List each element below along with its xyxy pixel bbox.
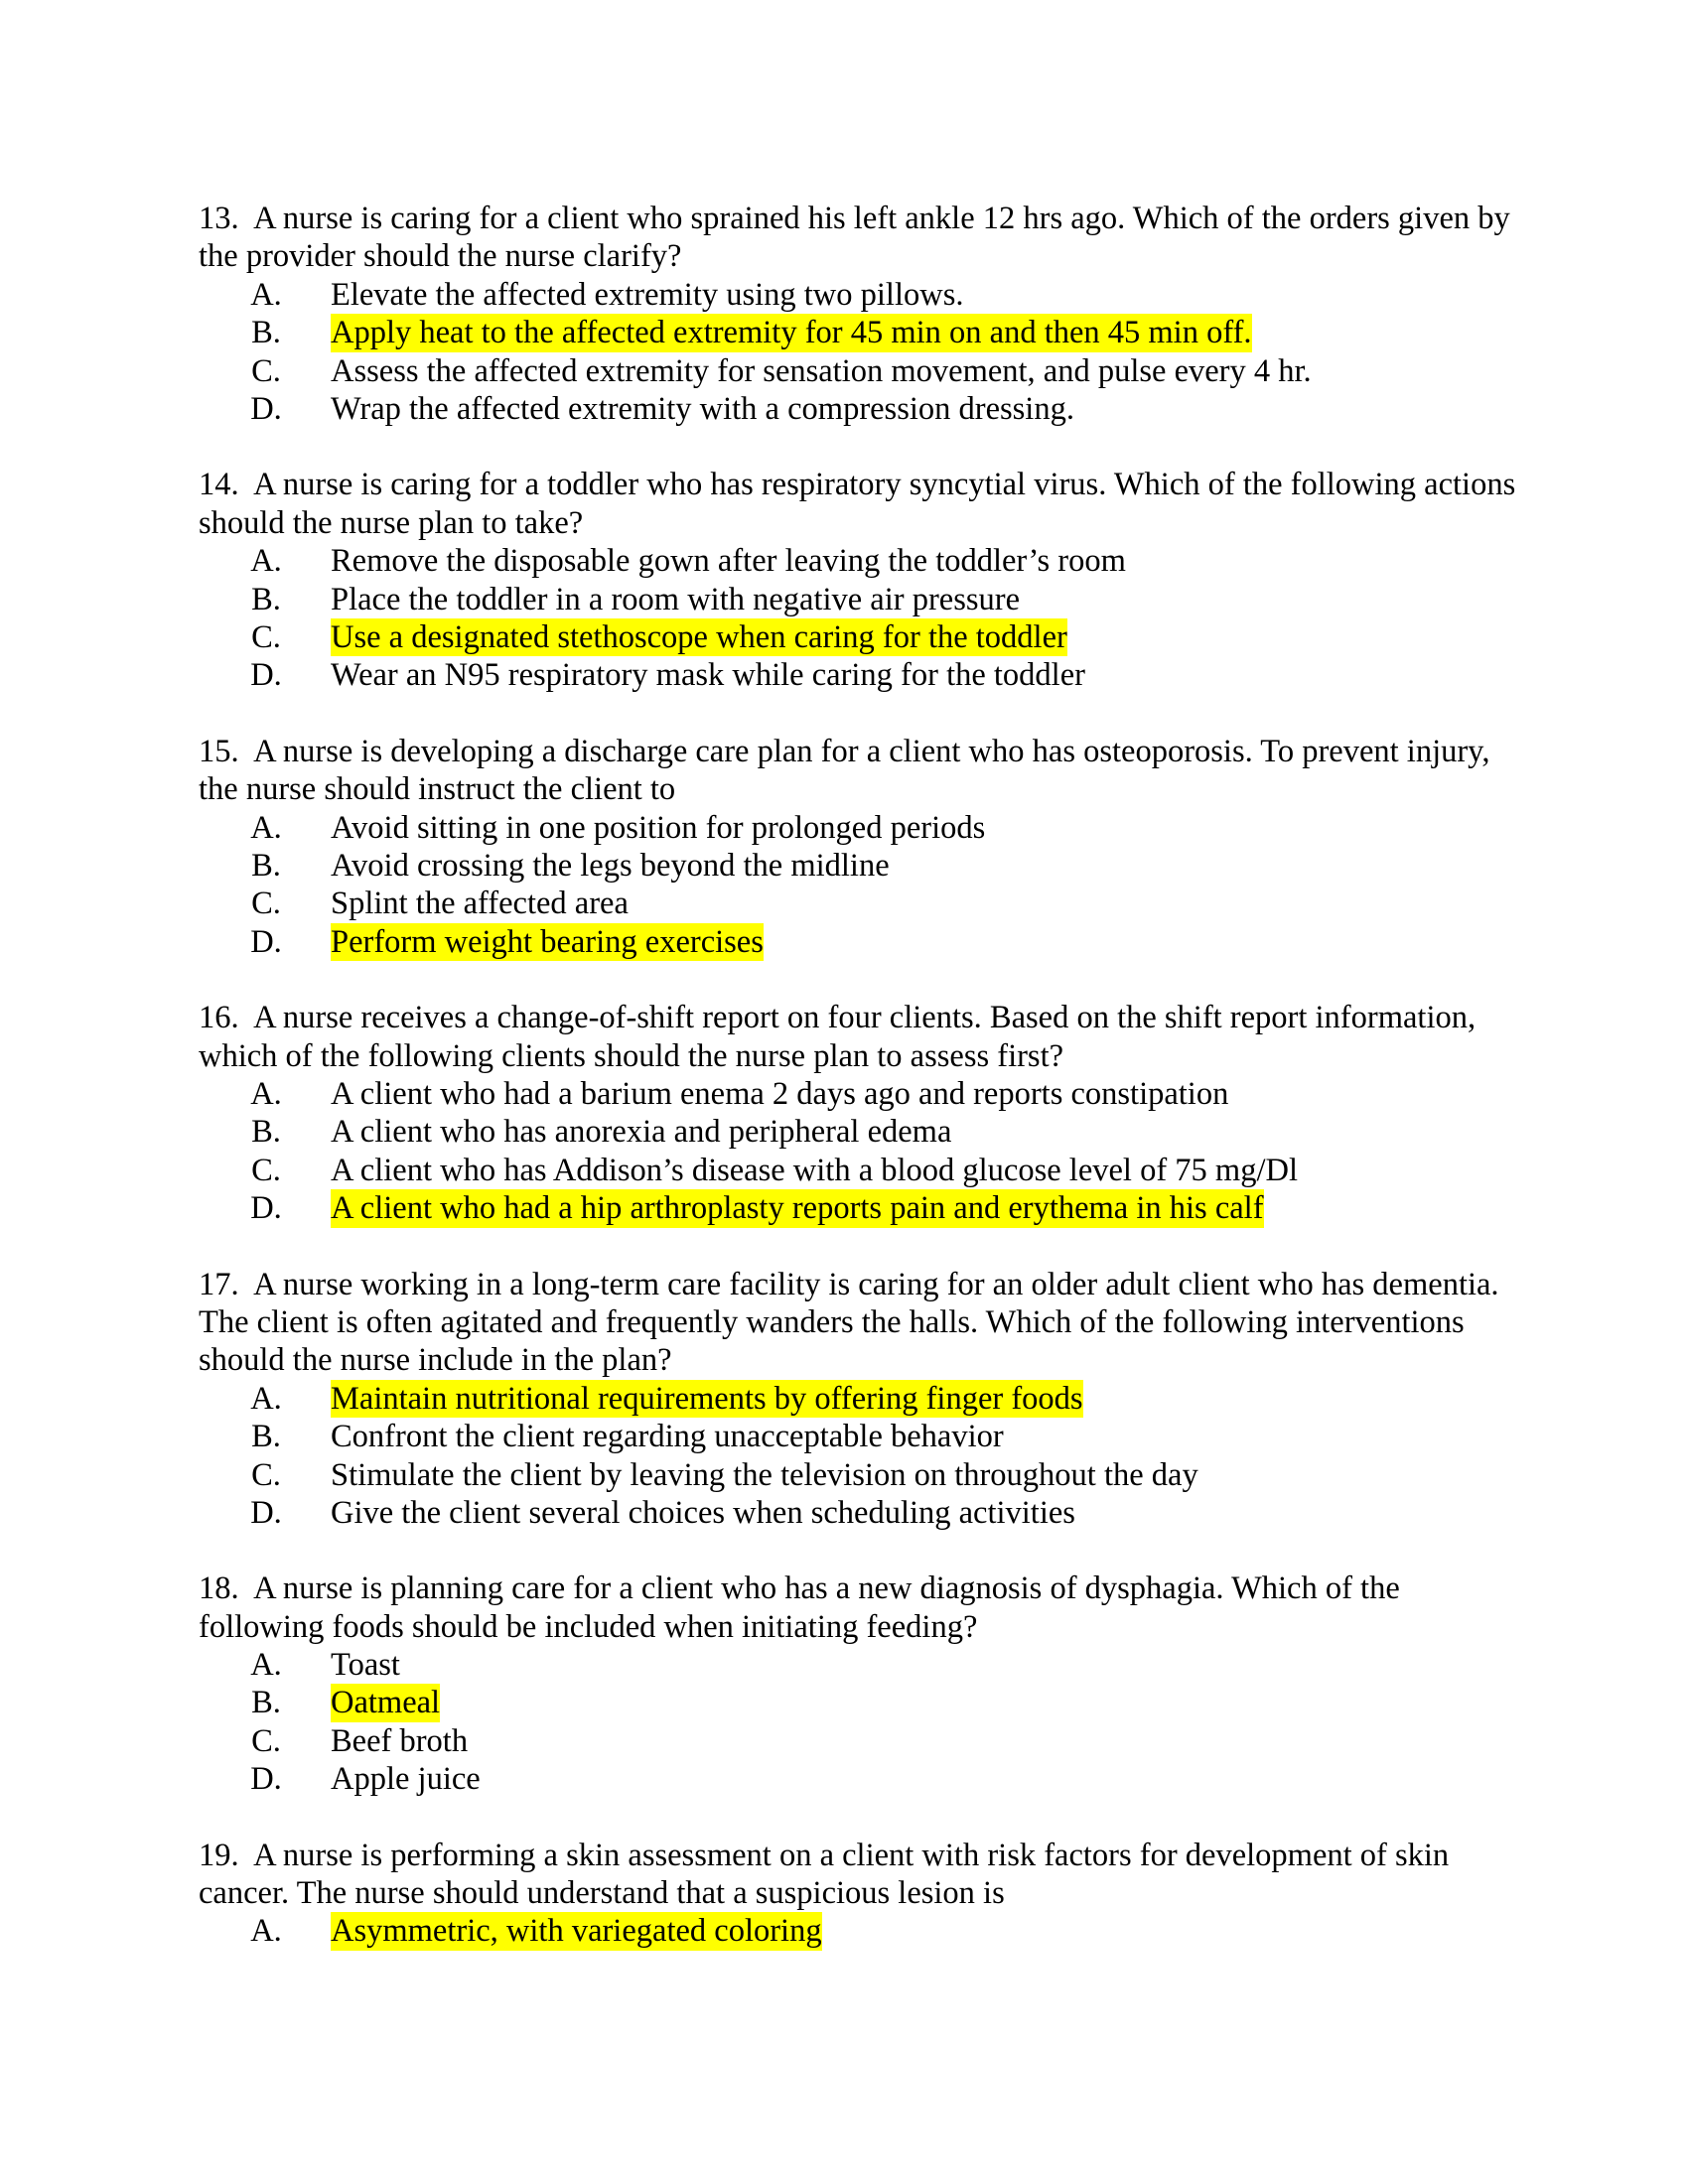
answer-option (199, 1456, 1519, 1494)
highlighted-answer-text: Use a designated stethoscope when caring for the toddler (331, 618, 1067, 655)
answer-option (199, 1760, 1519, 1798)
highlighted-answer-text: Oatmeal (331, 1685, 441, 1721)
option-text: Confront the client regarding unacceptable behavior (331, 1419, 1004, 1455)
highlighted-answer-text: A client who had a hip arthroplasty reports pain and erythema in his calf (331, 1190, 1264, 1227)
answer-option (199, 390, 1519, 428)
question-stem (199, 1266, 1519, 1380)
question-text: A nurse is developing a discharge care plan for a client who has osteoporosis. To prevent injury, the nurse should instruct the client to (199, 733, 1490, 808)
answer-option (199, 1189, 1519, 1227)
option-letter: D. (250, 1494, 282, 1531)
highlighted-answer-text: Maintain nutritional requirements by offering finger foods (331, 1380, 1083, 1417)
option-text: Give the client several choices when scheduling activities (331, 1494, 1075, 1531)
option-letter: C. (251, 1152, 281, 1188)
answer-options (199, 276, 1519, 429)
option-text: A client who has Addison’s disease with a blood glucose level of 75 mg/Dl (331, 1152, 1298, 1188)
answer-option (199, 581, 1519, 618)
answer-option (199, 923, 1519, 961)
question-14 (199, 466, 1519, 694)
option-letter: D. (250, 1761, 282, 1798)
option-letter: D. (250, 1190, 282, 1227)
highlighted-answer-text: Asymmetric, with variegated coloring (331, 1913, 822, 1950)
question-18 (199, 1570, 1519, 1798)
option-letter: B. (251, 315, 281, 351)
question-stem (199, 1570, 1519, 1646)
answer-option (199, 1113, 1519, 1151)
answer-options (199, 1075, 1519, 1228)
question-number: 18. (199, 1570, 239, 1607)
answer-option (199, 618, 1519, 656)
option-letter: A. (250, 1075, 282, 1112)
option-letter: B. (251, 1685, 281, 1721)
option-text: Apple juice (331, 1761, 481, 1798)
option-text: Beef broth (331, 1722, 469, 1759)
answer-option (199, 314, 1519, 351)
answer-option (199, 542, 1519, 580)
option-text: Assess the affected extremity for sensation movement, and pulse every 4 hr. (331, 352, 1312, 389)
option-letter: A. (250, 543, 282, 580)
question-number: 15. (199, 733, 239, 769)
question-text: A nurse is performing a skin assessment on a client with risk factors for development of skin cancer. The nurse should understand that a suspicious lesion is (199, 1837, 1450, 1912)
answer-option (199, 656, 1519, 694)
answer-option (199, 809, 1519, 847)
answer-option (199, 847, 1519, 885)
option-letter: D. (250, 657, 282, 694)
option-text: Avoid crossing the legs beyond the midline (331, 847, 890, 884)
option-letter: D. (250, 923, 282, 960)
answer-option (199, 1075, 1519, 1113)
answer-option (199, 1380, 1519, 1418)
option-letter: B. (251, 581, 281, 617)
answer-option (199, 276, 1519, 314)
option-text: Wear an N95 respiratory mask while caring for the toddler (331, 657, 1085, 694)
question-text: A nurse is planning care for a client who has a new diagnosis of dysphagia. Which of the following foods should be included when initiating feeding? (199, 1570, 1400, 1645)
option-letter: A. (250, 1913, 282, 1950)
answer-option (199, 1646, 1519, 1684)
question-stem (199, 200, 1519, 276)
question-number: 16. (199, 1000, 239, 1036)
answer-option (199, 1152, 1519, 1189)
answer-option (199, 352, 1519, 390)
option-letter: B. (251, 847, 281, 884)
option-text: Splint the affected area (331, 886, 629, 922)
option-letter: B. (251, 1114, 281, 1151)
option-text: Avoid sitting in one position for prolonged periods (331, 809, 986, 846)
question-number: 13. (199, 201, 239, 236)
option-text: Toast (331, 1647, 400, 1684)
question-text: A nurse working in a long-term care facility is caring for an older adult client who has dementia. The client is often agitated and frequently wanders the halls. Which of the following interventions should the nurse include in the plan? (199, 1266, 1499, 1379)
answer-option (199, 885, 1519, 922)
answer-option (199, 1684, 1519, 1721)
document-page (199, 200, 1519, 1988)
highlighted-answer-text: Apply heat to the affected extremity for 45 min on and then 45 min off. (331, 315, 1252, 351)
option-text: A client who had a barium enema 2 days ago and reports constipation (331, 1075, 1229, 1112)
option-text: Place the toddler in a room with negative air pressure (331, 581, 1021, 617)
highlighted-answer-text: Perform weight bearing exercises (331, 923, 764, 960)
option-letter: A. (250, 1647, 282, 1684)
answer-options (199, 809, 1519, 962)
answer-options (199, 1380, 1519, 1533)
answer-option (199, 1912, 1519, 1950)
question-stem (199, 999, 1519, 1075)
answer-options (199, 1646, 1519, 1799)
question-19 (199, 1837, 1519, 1951)
question-text: A nurse is caring for a toddler who has respiratory syncytial virus. Which of the following actions should the nurse plan to take? (199, 467, 1516, 541)
option-text: Elevate the affected extremity using two pillows. (331, 276, 964, 313)
option-letter: C. (251, 618, 281, 655)
question-stem (199, 733, 1519, 809)
answer-options (199, 542, 1519, 695)
question-text: A nurse receives a change-of-shift report on four clients. Based on the shift report information, which of the following clients should the nurse plan to assess first? (199, 1000, 1477, 1074)
option-letter: A. (250, 809, 282, 846)
answer-option (199, 1722, 1519, 1760)
question-text: A nurse is caring for a client who sprained his left ankle 12 hrs ago. Which of the orders given by the provider should the nurse clarify? (199, 201, 1510, 275)
question-13 (199, 200, 1519, 428)
option-letter: C. (251, 1456, 281, 1493)
question-number: 19. (199, 1837, 239, 1873)
option-text: A client who has anorexia and peripheral edema (331, 1114, 952, 1151)
question-number: 14. (199, 467, 239, 503)
option-letter: D. (250, 390, 282, 427)
question-stem (199, 1837, 1519, 1913)
option-letter: A. (250, 1380, 282, 1417)
option-letter: B. (251, 1419, 281, 1455)
question-17 (199, 1266, 1519, 1533)
option-letter: C. (251, 886, 281, 922)
question-16 (199, 999, 1519, 1227)
answer-option (199, 1494, 1519, 1532)
option-letter: C. (251, 1722, 281, 1759)
option-letter: C. (251, 352, 281, 389)
question-stem (199, 466, 1519, 542)
question-15 (199, 733, 1519, 961)
option-text: Stimulate the client by leaving the television on throughout the day (331, 1456, 1198, 1493)
option-text: Wrap the affected extremity with a compression dressing. (331, 390, 1074, 427)
answer-option (199, 1418, 1519, 1455)
answer-options (199, 1912, 1519, 1950)
question-number: 17. (199, 1266, 239, 1302)
option-text: Remove the disposable gown after leaving the toddler’s room (331, 543, 1126, 580)
option-letter: A. (250, 276, 282, 313)
